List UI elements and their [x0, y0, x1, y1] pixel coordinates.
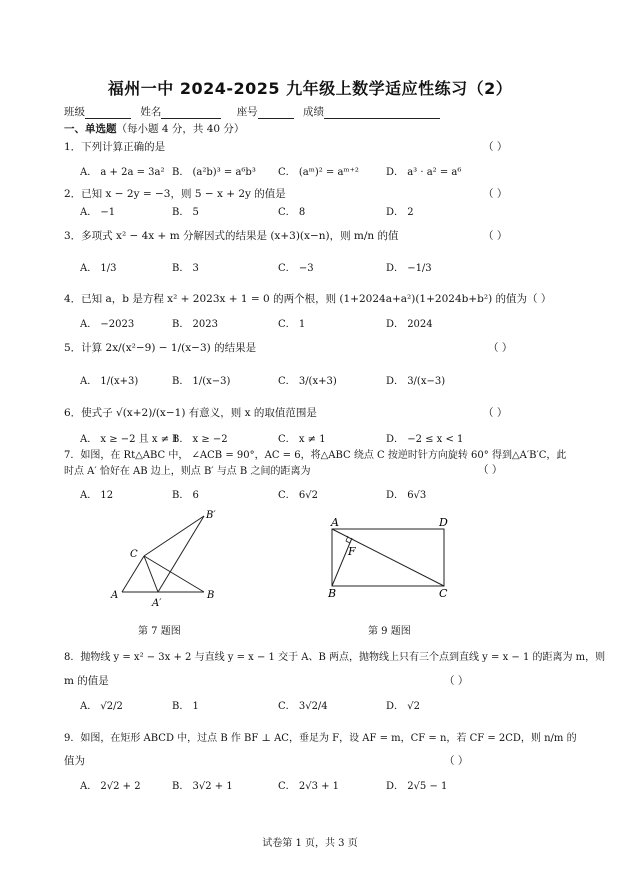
page-footer: 试卷第 1 页，共 3 页	[262, 838, 358, 849]
q5-option-a[interactable]: A． 1/(x+3)	[80, 376, 139, 387]
figure-9	[322, 513, 452, 598]
q9-option-b[interactable]: B． 3√2 + 1	[172, 781, 233, 792]
student-info-line	[64, 104, 440, 119]
question-1-stem: 1．下列计算正确的是	[64, 141, 166, 153]
fig9-label-d: D	[439, 516, 448, 529]
question-8-stem-line2: m 的值是	[64, 675, 109, 687]
figure-7-caption: 第 7 题图	[138, 626, 181, 637]
q1-option-d[interactable]: D． a³ · a² = a⁶	[386, 167, 462, 178]
q9-option-c[interactable]: C． 2√3 + 1	[278, 781, 340, 792]
answer-paren[interactable]: （ ）	[478, 464, 503, 476]
answer-paren[interactable]: （ ）	[483, 230, 508, 242]
page-title: 福州一中 2024-2025 九年级上数学适应性练习（2）	[107, 79, 513, 98]
q2-option-d[interactable]: D． 2	[386, 207, 414, 218]
name-blank[interactable]	[161, 107, 221, 119]
q7-option-a[interactable]: A． 12	[80, 490, 114, 501]
q4-option-a[interactable]: A． −2023	[80, 319, 135, 330]
q5-option-b[interactable]: B． 1/(x−3)	[172, 376, 231, 387]
fig7-label-a: A	[111, 590, 119, 601]
q2-option-b[interactable]: B． 5	[172, 207, 199, 218]
figure-9-caption: 第 9 题图	[368, 626, 411, 637]
question-7-stem: 7．如图，在 Rt△ABC 中， ∠ACB = 90°，AC = 6，将△ABC 绕点 C 按逆时针方向旋转 60° 得到△A′B′C，此	[64, 450, 567, 461]
q7-option-c[interactable]: C． 6√2	[278, 490, 318, 501]
q3-option-d[interactable]: D． −1/3	[386, 263, 432, 274]
q4-option-c[interactable]: C． 1	[278, 319, 306, 330]
q6-option-c[interactable]: C． x ≠ 1	[278, 434, 326, 445]
answer-paren[interactable]: （ ）	[444, 755, 469, 767]
answer-paren[interactable]: （ ）	[483, 407, 508, 419]
figure-7	[108, 508, 228, 608]
q7-option-d[interactable]: D． 6√3	[386, 490, 427, 501]
fig9-label-c: C	[439, 587, 448, 598]
q8-option-d[interactable]: D． √2	[386, 701, 420, 712]
question-9-stem-line2: 值为	[64, 755, 85, 767]
question-8-stem: 8．抛物线 y = x² − 3x + 2 与直线 y = x − 1 交于 A、B 两点，抛物线上只有三个点到直线 y = x − 1 的距离为 m，则	[64, 652, 606, 663]
section-title: 一、单选题	[64, 123, 117, 135]
answer-paren[interactable]: （ ）	[488, 342, 513, 354]
class-blank[interactable]	[85, 107, 131, 119]
seat-label: 座号	[236, 106, 258, 118]
answer-paren[interactable]: （ ）	[483, 188, 508, 200]
q3-option-a[interactable]: A． 1/3	[80, 263, 117, 274]
section-note: （每小题 4 分，共 40 分）	[116, 123, 245, 135]
q8-option-b[interactable]: B． 1	[172, 701, 199, 712]
q3-option-b[interactable]: B． 3	[172, 263, 199, 274]
q8-option-c[interactable]: C． 3√2/4	[278, 701, 328, 712]
fig9-label-a: A	[331, 516, 339, 529]
q3-option-c[interactable]: C． −3	[278, 263, 314, 274]
q7-option-b[interactable]: B． 6	[172, 490, 199, 501]
name-label: 姓名	[140, 106, 162, 118]
fig9-label-f: F	[348, 545, 356, 558]
q8-option-a[interactable]: A． √2/2	[80, 701, 123, 712]
score-label: 成绩	[303, 106, 325, 118]
q1-option-b[interactable]: B． (a²b)³ = a⁶b³	[172, 167, 256, 178]
class-label: 班级	[64, 106, 85, 118]
q5-option-d[interactable]: D． 3/(x−3)	[386, 376, 446, 387]
q2-option-c[interactable]: C． 8	[278, 207, 306, 218]
seat-blank[interactable]	[258, 107, 294, 119]
q4-option-d[interactable]: D． 2024	[386, 319, 433, 330]
q5-option-c[interactable]: C． 3/(x+3)	[278, 376, 337, 387]
fig7-label-b-prime: B′	[206, 510, 216, 521]
q1-option-a[interactable]: A． a + 2a = 3a²	[80, 167, 165, 178]
q9-option-a[interactable]: A． 2√2 + 2	[80, 781, 141, 792]
q9-option-d[interactable]: D． 2√5 − 1	[386, 781, 448, 792]
fig7-label-b: B	[207, 590, 215, 601]
q2-option-a[interactable]: A． −1	[80, 207, 116, 218]
fig7-label-c: C	[130, 549, 138, 560]
q4-option-b[interactable]: B． 2023	[172, 319, 218, 330]
q6-option-a[interactable]: A． x ≥ −2 且 x ≠ 1	[80, 434, 179, 445]
question-7-stem-line2: 时点 A′ 恰好在 AB 边上，则点 B′ 与点 B 之间的距离为	[64, 466, 311, 477]
q6-option-d[interactable]: D． −2 ≤ x < 1	[386, 434, 464, 445]
q6-option-b[interactable]: B． x ≥ −2	[172, 434, 228, 445]
answer-paren[interactable]: （ ）	[444, 675, 469, 687]
answer-paren[interactable]: （ ）	[483, 141, 508, 153]
question-2-stem: 2．已知 x − 2y = −3，则 5 − x + 2y 的值是	[64, 188, 286, 200]
question-3-stem: 3．多项式 x² − 4x + m 分解因式的结果是 (x+3)(x−n)，则 m/n 的值	[64, 230, 399, 242]
fig7-label-a-prime: A′	[152, 598, 162, 608]
q1-option-c[interactable]: C． (aᵐ)² = aᵐ⁺²	[278, 167, 359, 178]
question-9-stem: 9．如图，在矩形 ABCD 中，过点 B 作 BF ⊥ AC，垂足为 F，设 AF = m，CF = n，若 CF = 2CD，则 n/m 的	[64, 733, 577, 744]
fig9-label-b: B	[328, 587, 337, 598]
question-4-stem: 4．已知 a，b 是方程 x² + 2023x + 1 = 0 的两个根，则 (1+2024a+a²)(1+2024b+b²) 的值为（ ）	[64, 293, 552, 305]
question-5-stem: 5．计算 2x/(x²−9) − 1/(x−3) 的结果是	[64, 342, 257, 354]
score-blank[interactable]	[324, 107, 440, 119]
section-heading	[64, 121, 244, 136]
question-6-stem: 6．使式子 √(x+2)/(x−1) 有意义，则 x 的取值范围是	[64, 407, 317, 419]
